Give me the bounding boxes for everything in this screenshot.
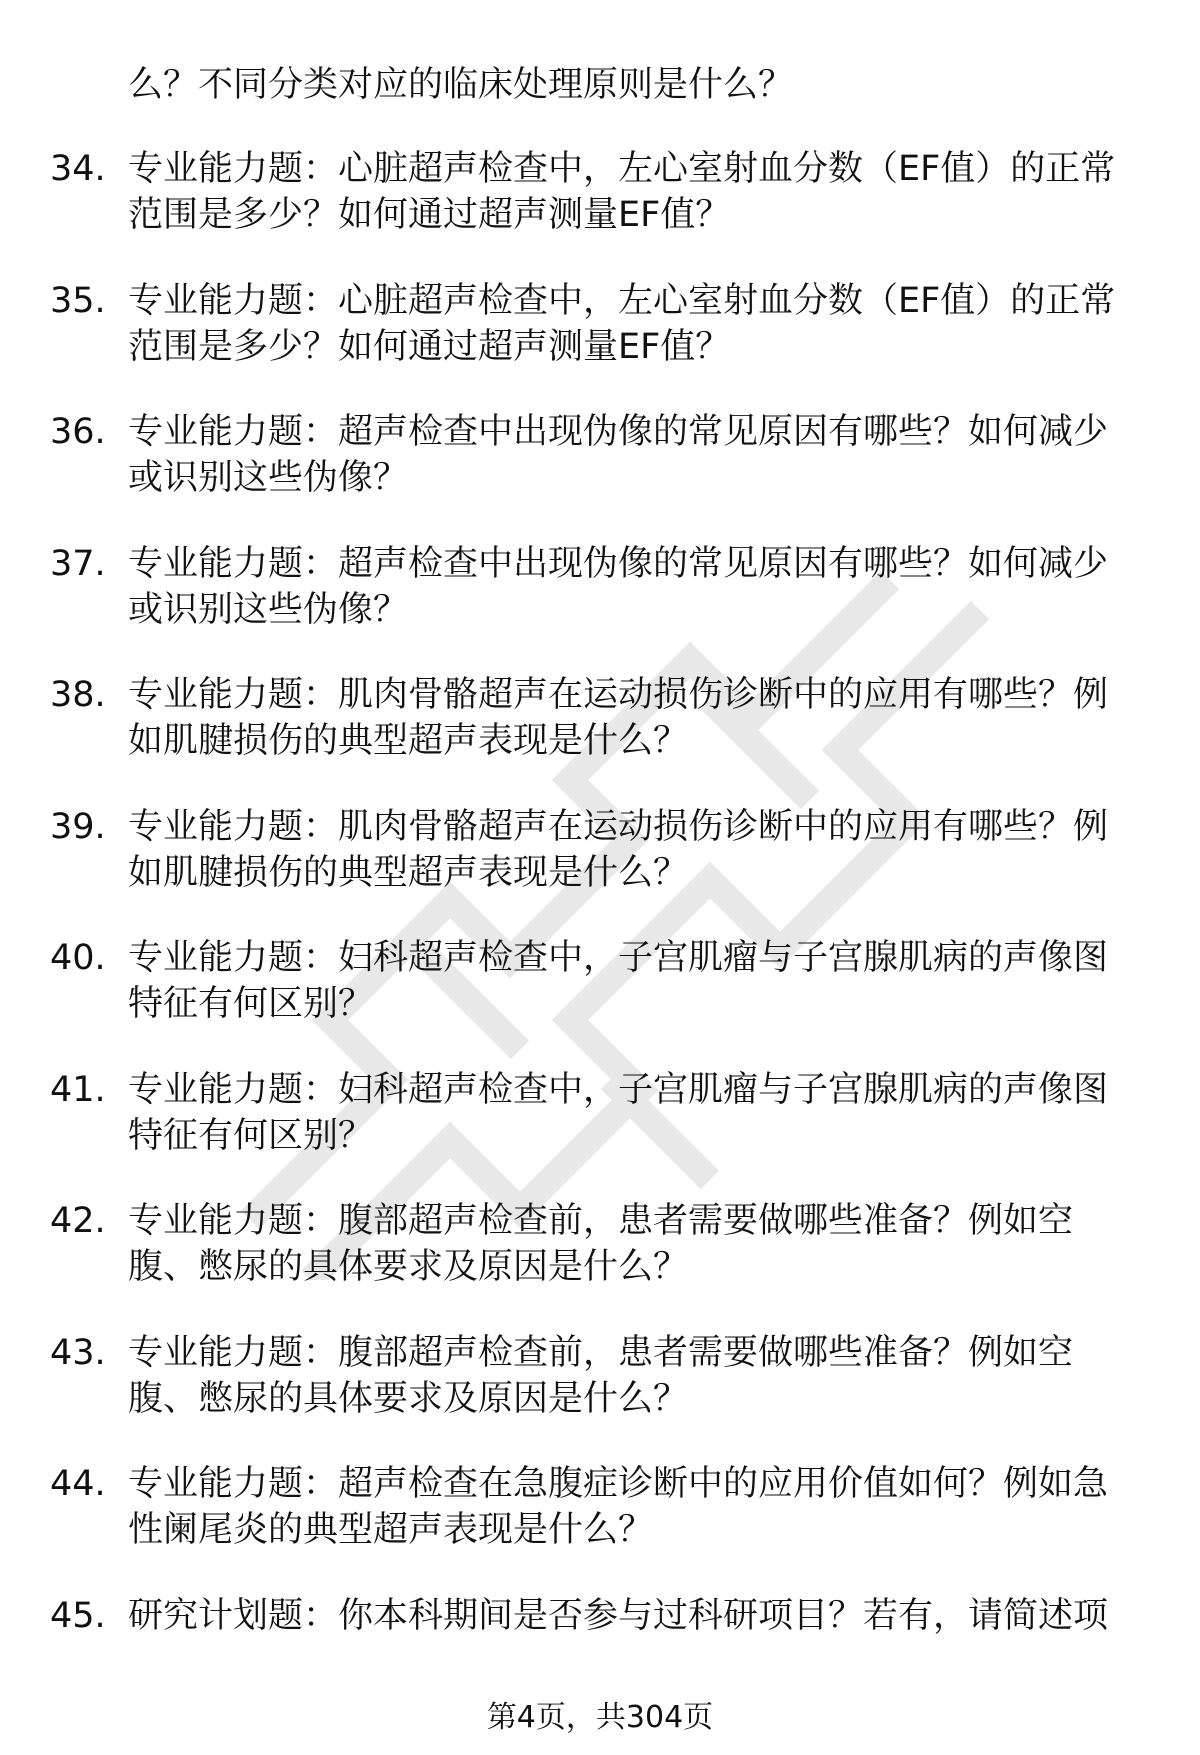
question-text-line1: 专业能力题：腹部超声检查前，患者需要做哪些准备？例如空 [128, 1332, 1074, 1373]
question-text-line1: 专业能力题：超声检查中出现伪像的常见原因有哪些？如何减少 [128, 543, 1109, 584]
question-text-line2: 特征有何区别？ [128, 1115, 374, 1156]
question-number: 42. [50, 1201, 106, 1241]
question-number: 45. [50, 1595, 106, 1636]
question-text-line2: 腹、憋尿的具体要求及原因是什么？ [128, 1378, 689, 1419]
question-item [0, 935, 1200, 1067]
question-item [0, 1330, 1200, 1462]
question-text-line1: 专业能力题：妇科超声检查中，子宫肌瘤与子宫腺肌病的声像图 [128, 938, 1109, 978]
question-item [0, 1067, 1200, 1199]
question-text-line2: 或识别这些伪像？ [128, 458, 409, 498]
question-text-line2: 范围是多少？如何通过超声测量EF值？ [128, 195, 731, 235]
question-number: 39. [50, 806, 106, 847]
question-number: 36. [50, 412, 106, 452]
question-text-line2: 腹、憋尿的具体要求及原因是什么？ [128, 1247, 689, 1287]
question-item [0, 278, 1200, 410]
question-text-line1: 研究计划题：你本科期间是否参与过科研项目？若有，请简述项 [128, 1595, 1109, 1636]
question-number: 44. [50, 1464, 106, 1504]
question-number: 34. [50, 149, 106, 189]
question-text-line1: 专业能力题：超声检查在急腹症诊断中的应用价值如何？例如急 [128, 1464, 1109, 1504]
question-text-line1: 专业能力题：心脏超声检查中，左心室射血分数（EF值）的正常 [128, 149, 1116, 189]
question-text-line2: 如肌腱损伤的典型超声表现是什么？ [128, 721, 689, 761]
question-text-line1: 专业能力题：妇科超声检查中，子宫肌瘤与子宫腺肌病的声像图 [128, 1069, 1109, 1110]
question-item [0, 409, 1200, 541]
question-item [0, 804, 1200, 936]
question-item [0, 541, 1200, 673]
question-number: 40. [50, 938, 106, 978]
question-item [0, 1461, 1200, 1593]
question-number: 43. [50, 1332, 106, 1373]
question-text-line2: 特征有何区别？ [128, 984, 374, 1024]
question-text-line1: 专业能力题：超声检查中出现伪像的常见原因有哪些？如何减少 [128, 412, 1109, 452]
question-text-line2: 或识别这些伪像？ [128, 589, 409, 630]
question-text-line2: 性阑尾炎的典型超声表现是什么？ [128, 1510, 654, 1550]
question-list [0, 146, 1200, 1724]
question-text-line2: 范围是多少？如何通过超声测量EF值？ [128, 326, 731, 367]
question-text-line2: 如肌腱损伤的典型超声表现是什么？ [128, 852, 689, 893]
continuation-text: 么？不同分类对应的临床处理原则是什么？ [128, 65, 794, 105]
question-item [0, 1198, 1200, 1330]
question-number: 35. [50, 280, 106, 321]
question-text-line1: 专业能力题：肌肉骨骼超声在运动损伤诊断中的应用有哪些？例 [128, 806, 1109, 847]
question-text-line1: 专业能力题：肌肉骨骼超声在运动损伤诊断中的应用有哪些？例 [128, 675, 1109, 715]
question-item [0, 146, 1200, 278]
question-item [0, 672, 1200, 804]
question-number: 38. [50, 675, 106, 715]
question-text-line1: 专业能力题：心脏超声检查中，左心室射血分数（EF值）的正常 [128, 280, 1116, 321]
question-number: 37. [50, 543, 106, 584]
page-footer: 第4页，共304页 [486, 1700, 714, 1735]
question-text-line1: 专业能力题：腹部超声检查前，患者需要做哪些准备？例如空 [128, 1201, 1074, 1241]
question-number: 41. [50, 1069, 106, 1110]
